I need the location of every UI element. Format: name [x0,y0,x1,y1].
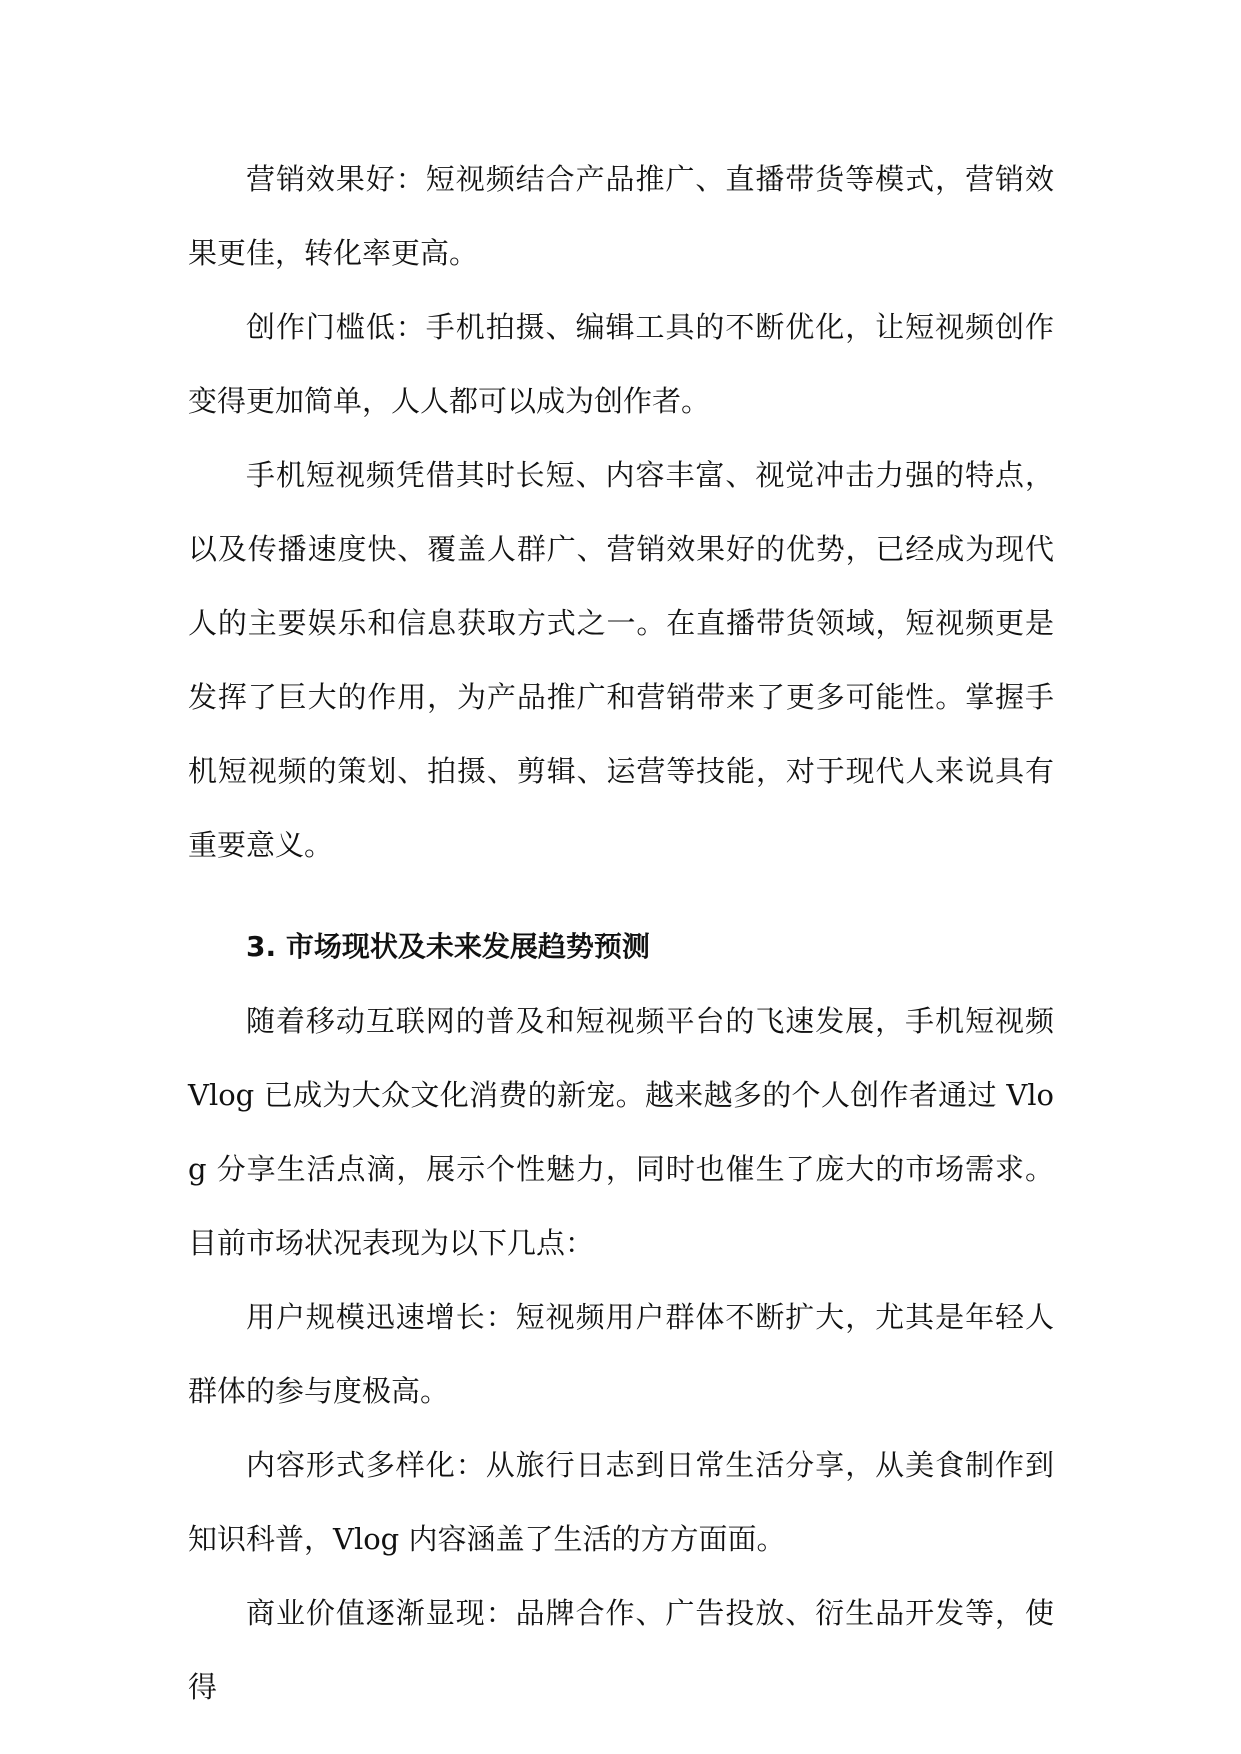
paragraph-summary: 手机短视频凭借其时长短、内容丰富、视觉冲击力强的特点，以及传播速度快、覆盖人群广、营销效果好的优势，已经成为现代人的主要娱乐和信息获取方式之一。在直播带货领域，短视频更是发挥了巨大的作用，为产品推广和营销带来了更多可能性。掌握手机短视频的策划、拍摄、剪辑、运营等技能，对于现代人来说具有重要意义。 [188,458,1054,862]
paragraph-user-growth: 用户规模迅速增长：短视频用户群体不断扩大，尤其是年轻人群体的参与度极高。 [188,1300,1054,1408]
paragraph-market-intro: 随着移动互联网的普及和短视频平台的飞速发展，手机短视频 Vlog 已成为大众文化消费的新宠。越来越多的个人创作者通过 Vlog 分享生活点滴，展示个性魅力，同时也催生了庞大的市场需求。目前市场状况表现为以下几点： [188,1004,1054,1260]
paragraph-marketing-effect: 营销效果好：短视频结合产品推广、直播带货等模式，营销效果更佳，转化率更高。 [188,162,1054,270]
paragraph-commercial-value: 商业价值逐渐显现：品牌合作、广告投放、衍生品开发等，使得 [188,1596,1054,1704]
paragraph-creation-threshold: 创作门槛低：手机拍摄、编辑工具的不断优化，让短视频创作变得更加简单，人人都可以成为创作者。 [188,310,1054,418]
document-body [188,142,1054,1724]
section-heading: 3. 市场现状及未来发展趋势预测 [246,930,650,963]
paragraph-content-diversity: 内容形式多样化：从旅行日志到日常生活分享，从美食制作到知识科普，Vlog 内容涵盖了生活的方方面面。 [188,1448,1054,1556]
